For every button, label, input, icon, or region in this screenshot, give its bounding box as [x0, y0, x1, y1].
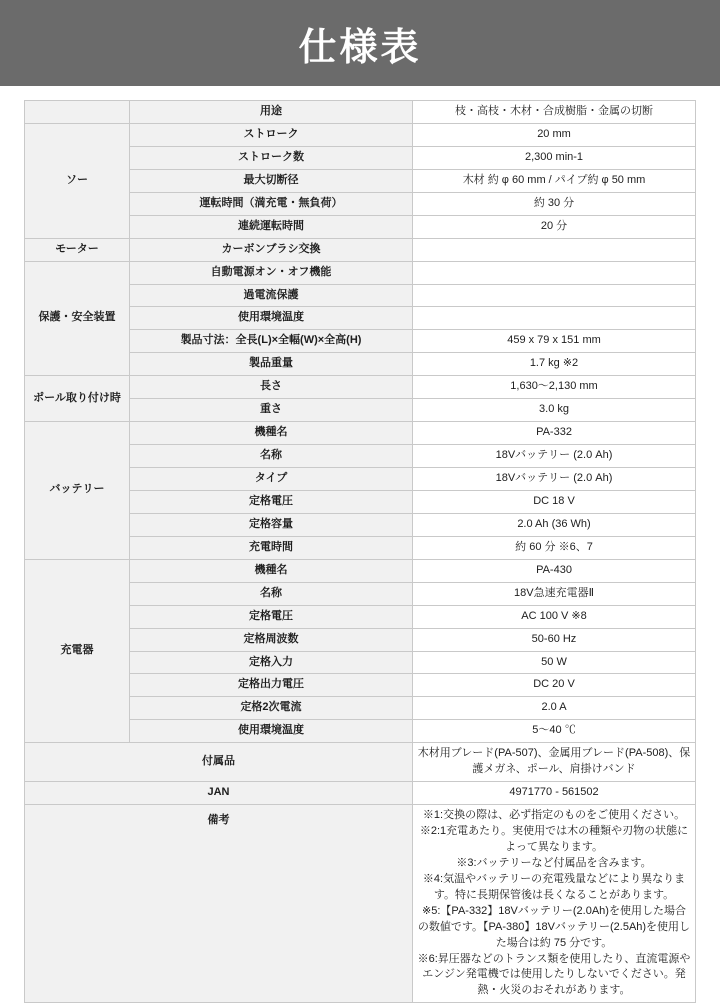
row-value: 1,630〜2,130 mm [413, 376, 696, 399]
row-value: AC 100 V ※8 [413, 605, 696, 628]
spec-table-area [0, 86, 720, 1003]
row-value: 1.7 kg ※2 [413, 353, 696, 376]
row-item-label: 製品重量 [130, 353, 413, 376]
row-item-label: ストローク [130, 123, 413, 146]
row-value: 459 x 79 x 151 mm [413, 330, 696, 353]
row-category: 充電器 [25, 559, 130, 743]
table-row [25, 238, 696, 261]
row-value: 2,300 min-1 [413, 146, 696, 169]
row-item-label: タイプ [130, 468, 413, 491]
row-item-label: カーボンブラシ交換 [130, 238, 413, 261]
table-row [25, 101, 696, 124]
row-value: DC 18 V [413, 490, 696, 513]
row-value [413, 307, 696, 330]
row-item-label: 自動電源オン・オフ機能 [130, 261, 413, 284]
row-category: ソー [25, 123, 130, 238]
table-row-jan [25, 782, 696, 805]
table-row-accessories [25, 743, 696, 782]
row-item-label: 重さ [130, 399, 413, 422]
table-row [25, 376, 696, 399]
page-header [0, 0, 720, 86]
row-item-label: 名称 [130, 445, 413, 468]
row-item-label: 使用環境温度 [130, 720, 413, 743]
note-line: ※1:交換の際は、必ず指定のものをご使用ください。 [422, 809, 686, 822]
row-item-label: 用途 [130, 101, 413, 124]
table-row [25, 261, 696, 284]
row-category [25, 101, 130, 124]
row-value: 20 mm [413, 123, 696, 146]
jan-value: 4971770 - 561502 [413, 782, 696, 805]
row-item-label: 定格電圧 [130, 605, 413, 628]
row-value: 2.0 A [413, 697, 696, 720]
note-line: ※3:バッテリーなど付属品を含みます。 [456, 856, 652, 869]
row-item-label: 製品寸法：全長(L)×全幅(W)×全高(H) [130, 330, 413, 353]
row-item-label: 定格入力 [130, 651, 413, 674]
row-item-label: 過電流保護 [130, 284, 413, 307]
row-value: 18Vバッテリー (2.0 Ah) [413, 445, 696, 468]
row-category: バッテリー [25, 422, 130, 560]
row-value: 約 30 分 [413, 192, 696, 215]
row-value: 20 分 [413, 215, 696, 238]
row-value [413, 284, 696, 307]
row-item-label: 名称 [130, 582, 413, 605]
note-line: ※5:【PA-332】18Vバッテリー(2.0Ah)を使用した場合の数値です。【PA-380】18Vバッテリー(2.5Ah)を使用した場合は約 75 分です。 [417, 904, 691, 949]
row-value: PA-430 [413, 559, 696, 582]
row-value: 3.0 kg [413, 399, 696, 422]
table-row [25, 559, 696, 582]
row-value: PA-332 [413, 422, 696, 445]
row-item-label: 定格2次電流 [130, 697, 413, 720]
note-line: ※2:1充電あたり。実使用では木の種類や刃物の状態によって異なります。 [419, 825, 689, 853]
row-value: 50-60 Hz [413, 628, 696, 651]
row-item-label: 長さ [130, 376, 413, 399]
row-item-label: 定格周波数 [130, 628, 413, 651]
row-value: 5〜40 ℃ [413, 720, 696, 743]
table-row [25, 422, 696, 445]
specification-table [24, 100, 696, 1003]
row-value [413, 238, 696, 261]
notes-value [413, 805, 696, 1003]
note-line: ※4:気温やバッテリーの充電残量などにより異なります。特に長期保管後は長くなることがあります。 [422, 872, 686, 901]
accessories-value: 木材用ブレード(PA-507)、金属用ブレード(PA-508)、保護メガネ、ポール、肩掛けバンド [413, 743, 696, 782]
note-line: ※6:昇圧器などのトランス類を使用したり、直流電源やエンジン発電機では使用したりしないでください。発熱・火災のおそれがあります。 [417, 952, 691, 997]
row-item-label: 最大切断径 [130, 169, 413, 192]
row-item-label: 機種名 [130, 559, 413, 582]
jan-label: JAN [25, 782, 413, 805]
row-category: モーター [25, 238, 130, 261]
row-value: 50 W [413, 651, 696, 674]
row-value: 18V急速充電器Ⅱ [413, 582, 696, 605]
row-item-label: 定格出力電圧 [130, 674, 413, 697]
row-item-label: 運転時間（満充電・無負荷） [130, 192, 413, 215]
row-item-label: 機種名 [130, 422, 413, 445]
table-row [25, 123, 696, 146]
row-category: ポール取り付け時 [25, 376, 130, 422]
row-category: 保護・安全装置 [25, 261, 130, 376]
row-value: 木材 約 φ 60 mm / パイプ約 φ 50 mm [413, 169, 696, 192]
row-value: 18Vバッテリー (2.0 Ah) [413, 468, 696, 491]
table-row-notes [25, 805, 696, 1003]
row-value: 約 60 分 ※6、7 [413, 536, 696, 559]
accessories-label: 付属品 [25, 743, 413, 782]
row-value [413, 261, 696, 284]
row-item-label: 定格容量 [130, 513, 413, 536]
row-item-label: 使用環境温度 [130, 307, 413, 330]
row-value: 2.0 Ah (36 Wh) [413, 513, 696, 536]
row-item-label: 充電時間 [130, 536, 413, 559]
row-item-label: ストローク数 [130, 146, 413, 169]
row-value: DC 20 V [413, 674, 696, 697]
table-body [25, 101, 696, 1003]
row-item-label: 定格電圧 [130, 490, 413, 513]
row-item-label: 連続運転時間 [130, 215, 413, 238]
page-title: 仕様表 [298, 26, 422, 69]
notes-label: 備考 [25, 805, 413, 1003]
row-value: 枝・高枝・木材・合成樹脂・金属の切断 [413, 101, 696, 124]
